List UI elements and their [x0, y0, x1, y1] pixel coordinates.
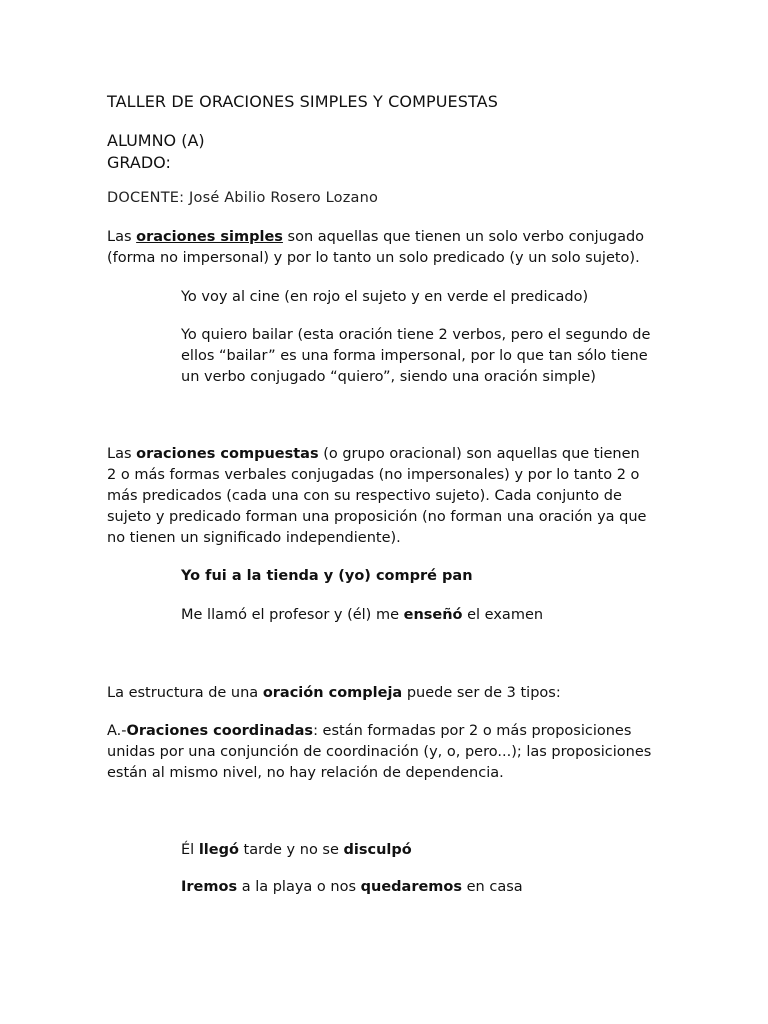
text-span: Las [107, 446, 137, 462]
text-span: el examen [462, 607, 544, 623]
term-oraciones-simples: oraciones simples [136, 229, 283, 245]
term-oracion-compleja: oración compleja [262, 685, 403, 701]
compuestas-example-2 [181, 605, 671, 626]
text-span: : están formadas por 2 o más proposiciones unidas por una conjunción de coordinación (y, o, pero...); las proposiciones están al mismo nivel, no hay relación de dependencia. [107, 723, 652, 781]
docente-line: DOCENTE: José Abilio Rosero Lozano [107, 190, 379, 206]
coordinadas-example-2 [181, 877, 671, 898]
text-span: en casa [462, 879, 523, 895]
simples-example-1: Yo voy al cine (en rojo el sujeto y en verde el predicado) [181, 289, 589, 305]
simples-example-2: Yo quiero bailar (esta oración tiene 2 verbos, pero el segundo de ellos “bailar” es una forma impersonal, por lo que tan sólo tiene un verbo conjugado “quiero”, siendo una oración simple) [181, 327, 651, 385]
coordinadas-example-1 [181, 840, 671, 861]
term-oraciones-compuestas: oraciones compuestas [136, 446, 319, 462]
grado-label: GRADO: [107, 153, 171, 172]
text-span: puede ser de 3 tipos: [402, 685, 561, 701]
text-span: a la playa o nos [237, 879, 361, 895]
compuestas-example-1 [181, 566, 671, 587]
text-span: Él [181, 842, 199, 858]
alumno-label: ALUMNO (A) [107, 131, 205, 150]
text-span: (o grupo oracional) son aquellas que tienen 2 o más formas verbales conjugadas (no impersonales) y por lo tanto 2 o más predicados (cada una con su respectivo sujeto). Cada conjunto de sujeto y predicado forman una proposición (no forman una oración ya que no tienen un significado independiente). [107, 446, 647, 546]
compleja-intro [107, 683, 561, 704]
term-oraciones-coordinadas: Oraciones coordinadas [126, 723, 314, 739]
verb-bold: enseñó [403, 607, 463, 623]
verb-bold: disculpó [343, 842, 412, 858]
compuestas-definition [107, 444, 652, 549]
text-span: La estructura de una [107, 685, 263, 701]
verb-bold: llegó [198, 842, 239, 858]
text-span: son aquellas que tienen un solo verbo conjugado (forma no impersonal) y por lo tanto un solo predicado (y un solo sujeto). [107, 229, 645, 266]
simples-definition [107, 227, 652, 269]
verb-bold: Iremos [181, 879, 238, 895]
document-title: TALLER DE ORACIONES SIMPLES Y COMPUESTAS [107, 92, 498, 111]
text-span: tarde y no se [238, 842, 344, 858]
verb-bold: quedaremos [360, 879, 463, 895]
text-span: Me llamó el profesor y (él) me [181, 607, 404, 623]
text-span: A.- [107, 723, 127, 739]
text-span: Las [107, 229, 137, 245]
example-bold: Yo fui a la tienda y (yo) compré pan [181, 568, 473, 584]
coordinadas-definition [107, 721, 655, 784]
